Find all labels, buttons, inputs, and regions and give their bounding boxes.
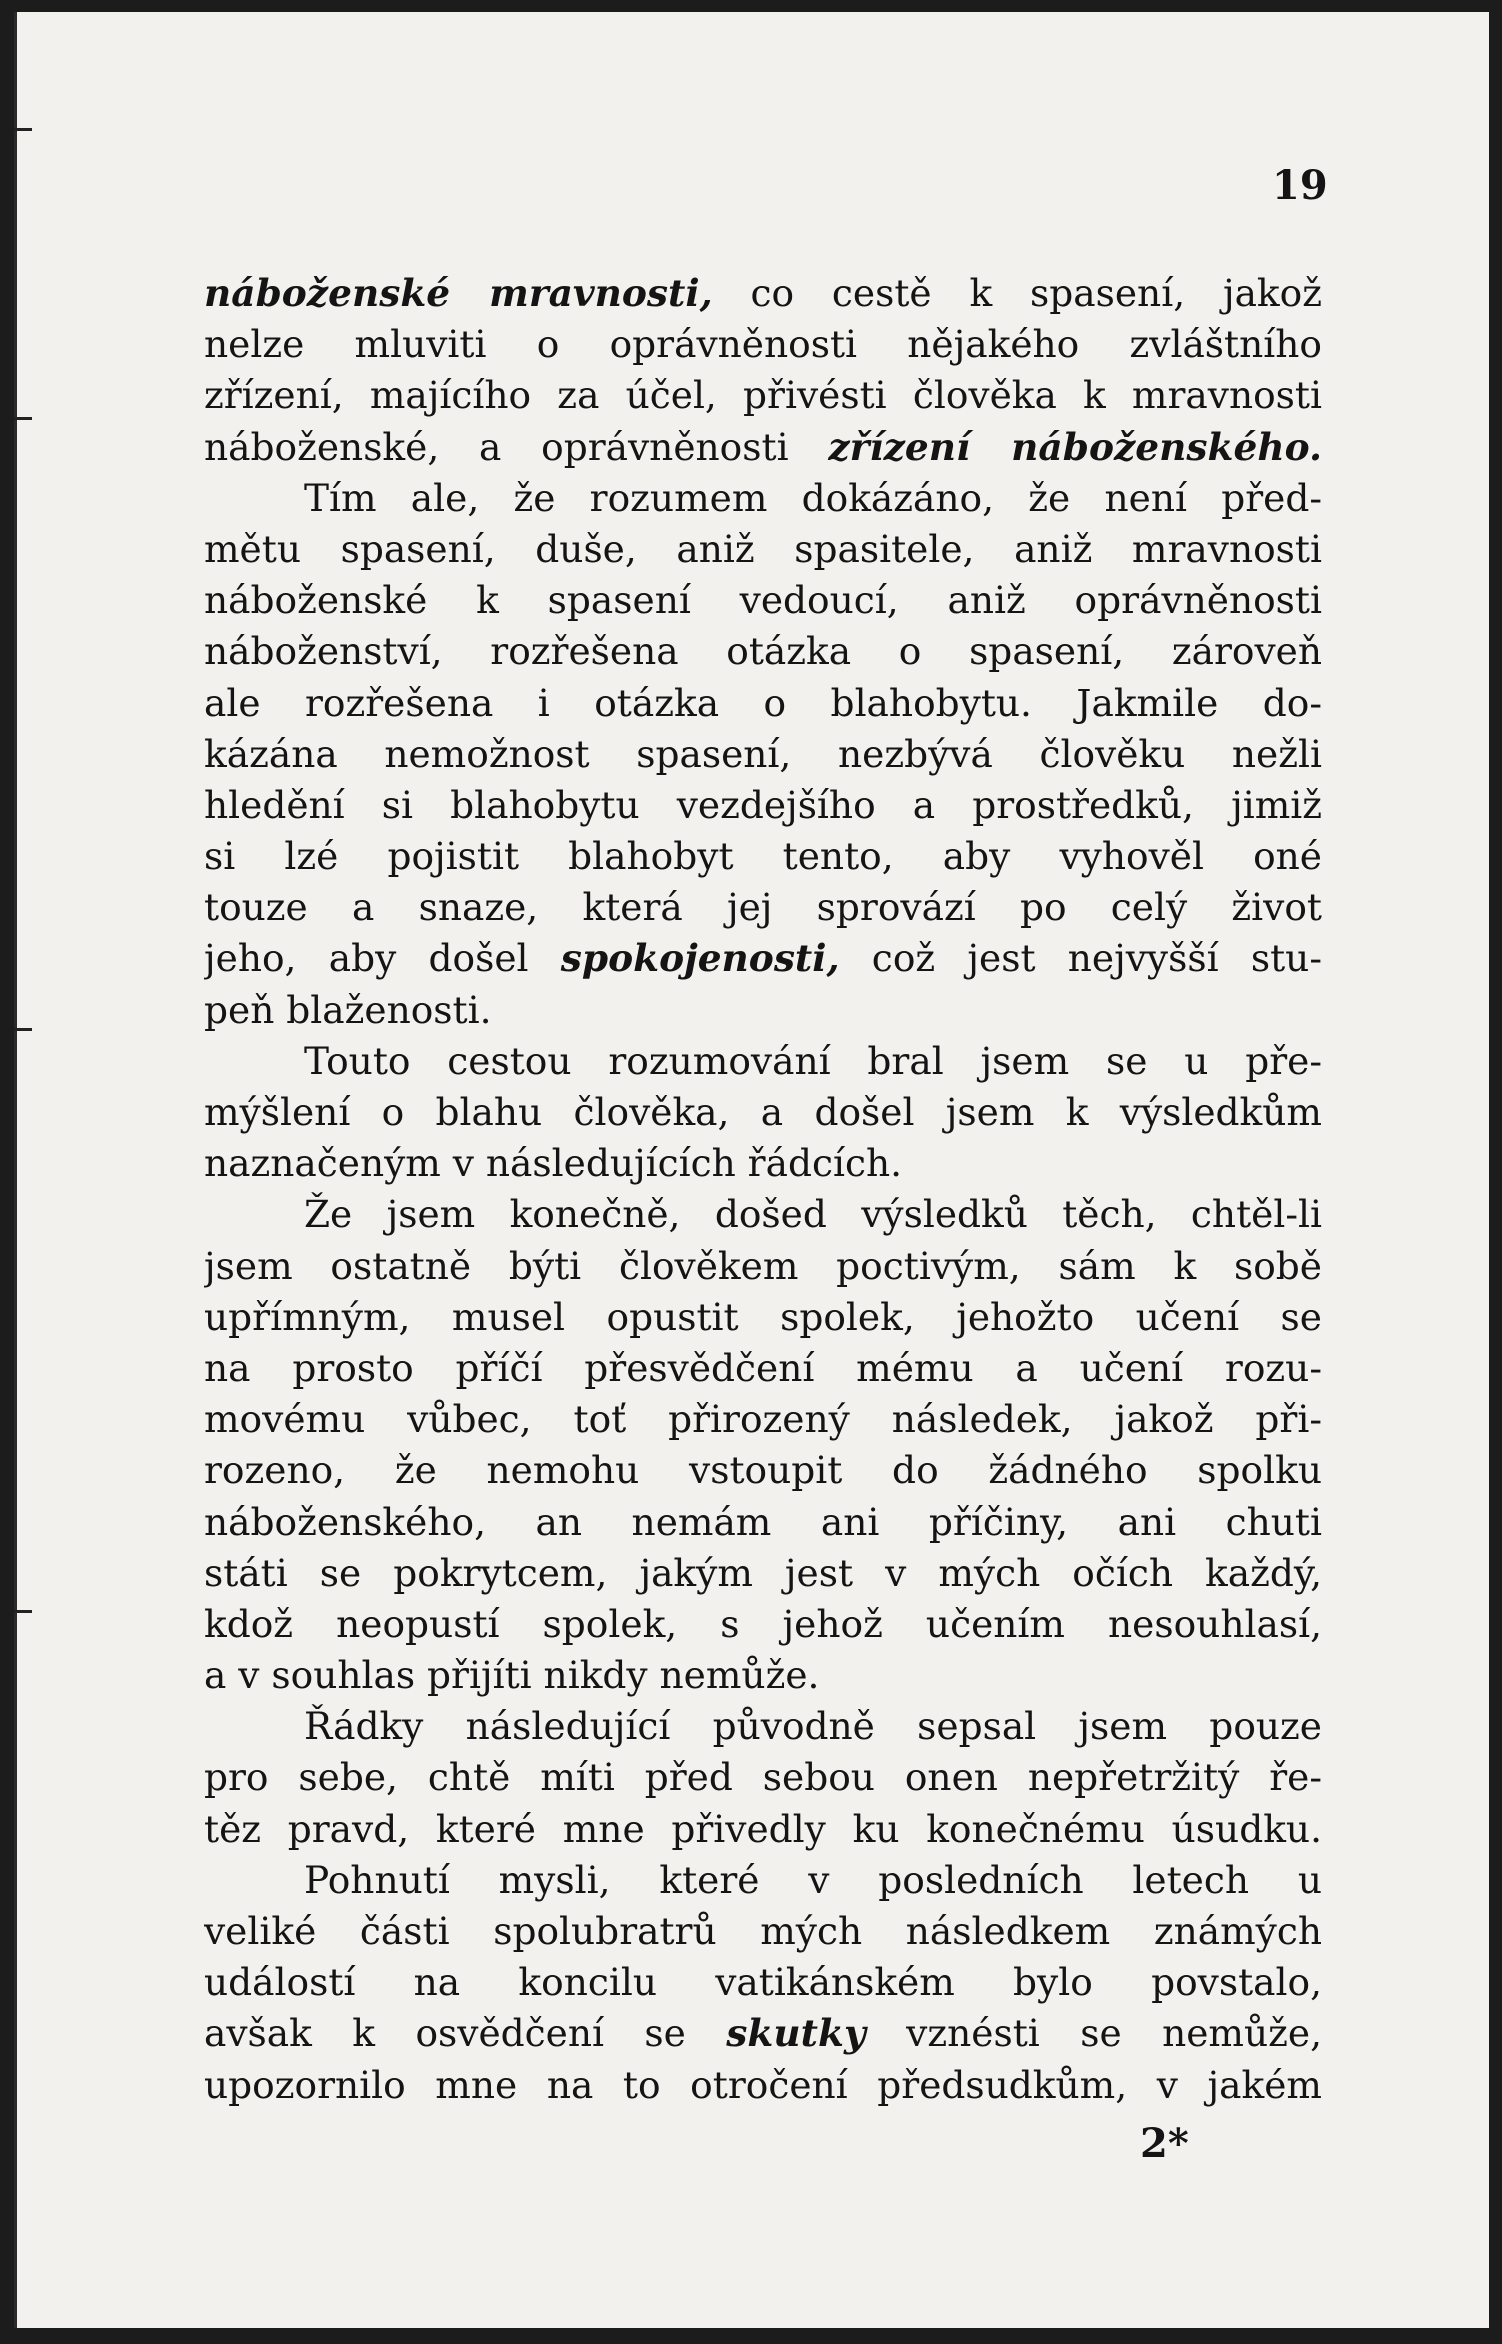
text-line <box>204 524 1322 575</box>
text-line <box>204 370 1322 421</box>
text-line <box>204 1701 1322 1752</box>
line-text: Touto cestou rozumování bral jsem se u pře- <box>304 1038 1322 1083</box>
text-line <box>204 2060 1322 2111</box>
line-text: naznačeným v následujících řádcích. <box>204 1141 903 1186</box>
text-line <box>204 1343 1322 1394</box>
text-line <box>204 2008 1322 2059</box>
line-text: touze a snaze, která jej sprovází po celý život <box>204 885 1322 930</box>
emphasis-text: skutky <box>726 2011 866 2056</box>
line-text: hledění si blahobytu vezdejšího a prostředků, jimiž <box>204 782 1322 827</box>
line-text: náboženského, an nemám ani příčiny, ani chuti <box>204 1499 1322 1544</box>
emphasis-text: spokojenosti, <box>560 936 840 981</box>
text-line <box>204 933 1322 984</box>
text-line <box>204 1087 1322 1138</box>
text-line <box>204 1445 1322 1496</box>
line-text: vznésti se nemůže, <box>865 2011 1322 2056</box>
text-line <box>204 1138 1322 1189</box>
line-text: rozeno, že nemohu vstoupit do žádného spolku <box>204 1448 1322 1493</box>
text-line <box>204 1957 1322 2008</box>
line-text: pro sebe, chtě míti před sebou onen nepřetržitý ře- <box>204 1755 1322 1800</box>
line-text: avšak k osvědčení se <box>204 2011 727 2056</box>
page-number: 19 <box>1272 162 1328 209</box>
text-line <box>204 1394 1322 1445</box>
line-text: ale rozřešena i otázka o blahobytu. Jakmile do- <box>204 680 1322 725</box>
line-text: veliké části spolubratrů mých následkem známých <box>204 1909 1322 1953</box>
text-line <box>204 422 1322 473</box>
line-text: státi se pokrytcem, jakým jest v mých očích každý, <box>204 1550 1322 1595</box>
text-line <box>204 1189 1322 1240</box>
line-text: jsem ostatně býti člověkem poctivým, sám k sobě <box>204 1243 1322 1288</box>
text-line <box>204 1548 1322 1599</box>
line-text: si lzé pojistit blahobyt tento, aby vyhověl oné <box>204 834 1322 879</box>
text-line <box>204 268 1322 319</box>
text-line <box>204 1599 1322 1650</box>
spine-mark <box>14 1610 32 1613</box>
line-text: kázána nemožnost spasení, nezbývá člověku nežli <box>204 731 1322 776</box>
text-line <box>204 1906 1322 1957</box>
text-line <box>204 985 1322 1036</box>
spine-mark <box>14 417 32 420</box>
line-text: peň blaženosti. <box>204 987 492 1032</box>
emphasis-text: zřízení náboženského. <box>828 424 1322 469</box>
line-text: a v souhlas přijíti nikdy nemůže. <box>204 1653 820 1698</box>
text-line <box>204 473 1322 524</box>
line-text: kdož neopustí spolek, s jehož učením nesouhlasí, <box>204 1601 1322 1646</box>
line-text: movému vůbec, toť přirozený následek, jakož při- <box>204 1397 1322 1442</box>
line-text: jeho, aby došel <box>204 936 561 981</box>
line-text: upozornilo mne na to otročení předsudkům, v jakém <box>204 2062 1322 2107</box>
line-text: náboženské, a oprávněnosti <box>204 424 829 469</box>
line-text: náboženství, rozřešena otázka o spasení, zároveň <box>204 629 1322 674</box>
text-line <box>204 1036 1322 1087</box>
line-text: Tím ale, že rozumem dokázáno, že není před- <box>304 475 1322 520</box>
emphasis-text: náboženské mravnosti, <box>204 271 713 315</box>
spine-mark <box>14 128 32 131</box>
line-text: upřímným, musel opustit spolek, jehožto učení se <box>204 1294 1322 1339</box>
line-text: Řádky následující původně sepsal jsem pouze <box>304 1704 1322 1749</box>
line-text: těz pravd, které mne přivedly ku konečnému úsudku. <box>204 1806 1322 1851</box>
spine-mark <box>14 1028 32 1031</box>
body-text <box>204 268 1322 2111</box>
text-line <box>204 1752 1322 1803</box>
text-line <box>204 1804 1322 1855</box>
text-line <box>204 780 1322 831</box>
line-text: mýšlení o blahu člověka, a došel jsem k výsledkům <box>204 1090 1322 1134</box>
signature-mark: 2* <box>1140 2120 1189 2167</box>
line-text: událostí na koncilu vatikánském bylo povstalo, <box>204 1960 1322 2005</box>
text-line <box>204 729 1322 780</box>
line-text: co cestě k spasení, jakož <box>712 271 1322 315</box>
text-line <box>204 1241 1322 1292</box>
text-line <box>204 1292 1322 1343</box>
text-line <box>204 1497 1322 1548</box>
text-line <box>204 1855 1322 1906</box>
line-text: Pohnutí mysli, které v posledních letech u <box>304 1857 1322 1902</box>
text-line <box>204 882 1322 933</box>
line-text: náboženské k spasení vedoucí, aniž oprávněnosti <box>204 578 1322 623</box>
line-text: Že jsem konečně, došed výsledků těch, chtěl-li <box>304 1192 1322 1237</box>
line-text: nelze mluviti o oprávněnosti nějakého zvláštního <box>204 322 1322 367</box>
text-line <box>204 319 1322 370</box>
line-text: mětu spasení, duše, aniž spasitele, aniž mravnosti <box>204 526 1322 571</box>
text-line <box>204 575 1322 626</box>
line-text: což jest nejvyšší stu- <box>839 936 1322 981</box>
line-text: zřízení, majícího za účel, přivésti člověka k mravnosti <box>204 373 1322 418</box>
text-line <box>204 626 1322 677</box>
text-line <box>204 678 1322 729</box>
text-line <box>204 1650 1322 1701</box>
line-text: na prosto příčí přesvědčení mému a učení rozu- <box>204 1345 1322 1390</box>
text-line <box>204 831 1322 882</box>
